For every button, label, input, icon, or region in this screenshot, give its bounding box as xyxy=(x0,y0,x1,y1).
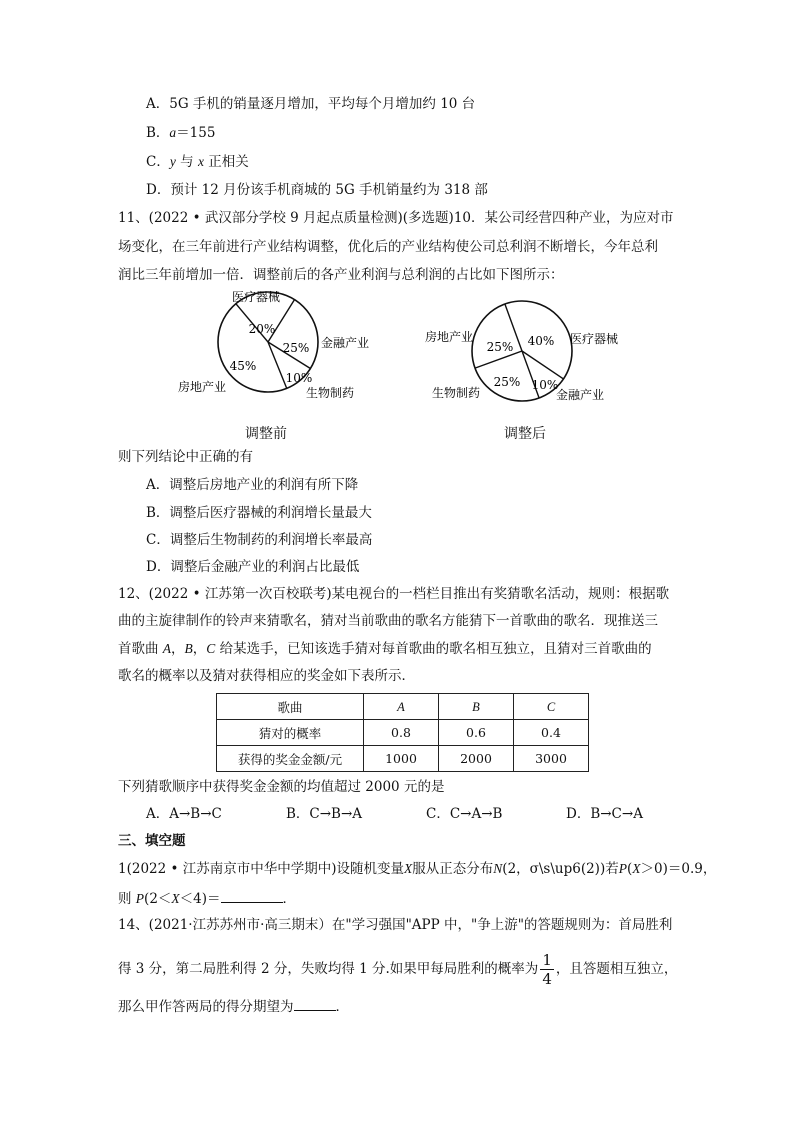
q10-option-c-rest: 正相关 xyxy=(203,154,249,170)
var-x: x xyxy=(197,154,204,169)
table-cell: 获得的奖金金额/元 xyxy=(217,746,364,772)
pie-after-caption: 调整后 xyxy=(504,426,546,442)
q14-line-2-end: ，且答题相互独立， xyxy=(555,961,678,977)
var-p-2: P xyxy=(135,891,145,906)
table-cell: 3000 xyxy=(514,746,589,772)
table-cell: 猜对的概率 xyxy=(217,720,364,746)
q12-option-c: C．C→A→B xyxy=(426,806,503,822)
q13-range-end: ＜4)＝ xyxy=(179,891,221,907)
q13-end: ． xyxy=(282,891,297,907)
pie-after-label-realestate: 房地产业 xyxy=(425,330,474,344)
q12-option-d: D．B→C→A xyxy=(566,806,643,822)
section-title: 三、填空题 xyxy=(118,833,186,849)
pie-chart-before xyxy=(178,289,369,400)
table-header-c xyxy=(514,694,589,720)
q14-line-2-start: 得 3 分，第二局胜利得 2 分，失败均得 1 分.如果甲每局胜利的概率为 xyxy=(118,961,539,977)
q11-option-c: C．调整后生物制药的利润增长率最高 xyxy=(146,532,373,548)
pie-before-value-finance: 25% xyxy=(282,341,310,355)
q12-question: 下列猜歌顺序中获得奖金金额的均值超过 2000 元的是 xyxy=(118,779,445,795)
table-header-b-text: B xyxy=(472,699,480,714)
table-header-c-text: C xyxy=(546,699,556,714)
q10-option-a: A．5G 手机的销量逐月增加，平均每个月增加约 10 台 xyxy=(146,96,476,112)
q11-option-a: A．调整后房地产业的利润有所下降 xyxy=(146,477,359,493)
var-n: N xyxy=(493,861,503,876)
var-y: y xyxy=(169,154,176,169)
q10-option-b-rest: ＝155 xyxy=(176,125,216,141)
table-cell: 0.6 xyxy=(439,720,514,746)
q13-number: 1 xyxy=(118,861,127,877)
q13-source: (2022 • 江苏南京市中华中学期中)设随机变量 xyxy=(126,861,405,877)
q14-line-1: 14、(2021·江苏苏州市·高三期末）在"学习强国"APP 中，"争上游"的答题规则为：首局胜利 xyxy=(118,917,673,933)
q11-option-b: B．调整后医疗器械的利润增长量最大 xyxy=(146,505,372,521)
table-header-a xyxy=(364,694,439,720)
q14-end: ． xyxy=(335,999,349,1015)
pie-after-label-pharma: 生物制药 xyxy=(432,386,481,400)
answer-blank-q14[interactable] xyxy=(294,996,336,1011)
q10-option-c xyxy=(146,153,249,171)
answer-blank-q13[interactable] xyxy=(221,888,283,903)
pie-charts xyxy=(0,285,794,420)
fraction-numerator: 1 xyxy=(542,951,552,969)
table-header-a-text: A xyxy=(397,699,405,714)
pie-after-slice-divider xyxy=(522,351,563,379)
q11-option-d: D．调整后金融产业的利润占比最低 xyxy=(146,559,360,575)
q12-line-3-end: 给某选手，已知该选手猜对每首歌曲的歌名相互独立，且猜对三首歌曲的 xyxy=(215,641,652,657)
q12-sep-2: ， xyxy=(192,641,207,657)
var-x-upper: X xyxy=(404,861,413,876)
q10-option-d: D．预计 12 月份该手机商城的 5G 手机销量约为 318 部 xyxy=(146,182,488,198)
var-p: P xyxy=(618,861,627,876)
q12-options xyxy=(146,805,706,823)
q14-line-3-start: 那么甲作答两局的得分期望为 xyxy=(118,999,294,1015)
song-table xyxy=(216,693,589,772)
pie-chart-after xyxy=(425,301,618,402)
q10-option-b-prefix: B． xyxy=(146,125,170,141)
q12-option-b: B．C→B→A xyxy=(286,806,363,822)
q13-prob: ＞0)＝0.9， xyxy=(640,861,717,877)
q12-sep-1: ， xyxy=(171,641,185,657)
q14-line-3 xyxy=(118,996,349,1016)
var-a: a xyxy=(169,125,177,140)
q13-text-dist: 服从正态分布 xyxy=(412,861,494,877)
q12-line-3 xyxy=(118,640,652,658)
fraction-one-quarter xyxy=(540,951,554,988)
pie-after-value-medical: 40% xyxy=(527,334,555,348)
q10-option-c-prefix: C． xyxy=(146,154,170,170)
pie-before-label-finance: 金融产业 xyxy=(321,336,370,350)
q13-line-2 xyxy=(118,888,296,908)
fraction-denominator: 4 xyxy=(542,970,552,988)
song-b: B xyxy=(184,641,193,656)
q13-then: 则 xyxy=(118,891,136,907)
q11-line-3: 润比三年前增加一倍．调整前后的各产业利润与总利润的占比如下图所示： xyxy=(118,267,564,283)
pie-before-value-realestate: 45% xyxy=(229,359,257,373)
table-row xyxy=(217,720,589,746)
q12-option-a: A．A→B→C xyxy=(146,806,222,822)
pie-before-value-pharma: 10% xyxy=(285,371,313,385)
song-c: C xyxy=(206,641,216,656)
table-cell: 0.4 xyxy=(514,720,589,746)
q10-option-b xyxy=(146,124,215,142)
q11-line-1: 11、(2022 • 武汉部分学校 9 月起点质量检测)(多选题)10．某公司经营四种产业，为应对市 xyxy=(118,210,674,226)
table-cell: 1000 xyxy=(364,746,439,772)
q13-paren: ( xyxy=(626,861,633,877)
q14-line-2 xyxy=(118,950,677,988)
q12-line-4: 歌名的概率以及猜对获得相应的奖金如下表所示． xyxy=(118,668,415,684)
pie-after-label-finance: 金融产业 xyxy=(556,388,605,402)
pie-after-value-finance: 10% xyxy=(531,378,559,392)
table-header-row xyxy=(217,694,589,720)
q12-line-1: 12、(2022 • 江苏第一次百校联考)某电视台的一档栏目推出有奖猜歌名活动，规则：根据歌 xyxy=(118,586,670,602)
q13-range-start: (2＜ xyxy=(144,891,172,907)
q12-line-2: 曲的主旋律制作的铃声来猜歌名，猜对当前歌曲的歌名方能猜下一首歌曲的歌名．现推送三 xyxy=(118,613,658,629)
q13-params: (2，σ\s\up6(2))若 xyxy=(502,861,619,877)
pie-after-value-pharma: 25% xyxy=(493,375,521,389)
pie-after-label-medical: 医疗器械 xyxy=(570,332,619,346)
song-a: A xyxy=(162,641,172,656)
pie-before-label-pharma: 生物制药 xyxy=(306,386,355,400)
table-cell: 2000 xyxy=(439,746,514,772)
table-cell: 0.8 xyxy=(364,720,439,746)
table-row xyxy=(217,746,589,772)
pie-before-label-realestate: 房地产业 xyxy=(178,380,227,394)
pie-before-caption: 调整前 xyxy=(245,426,287,442)
q11-question: 则下列结论中正确的有 xyxy=(118,449,253,465)
pie-after-value-realestate: 25% xyxy=(486,340,514,354)
q11-line-2: 场变化，在三年前进行产业结构调整，优化后的产业结构使公司总利润不断增长，今年总利 xyxy=(118,239,658,255)
var-x-upper-3: X xyxy=(171,891,180,906)
pie-before-value-medical: 20% xyxy=(248,322,276,336)
var-x-upper-2: X xyxy=(632,861,641,876)
table-header-b xyxy=(439,694,514,720)
q10-option-c-mid: 与 xyxy=(175,154,198,170)
table-header-song: 歌曲 xyxy=(217,694,364,720)
q12-line-3-start: 首歌曲 xyxy=(118,641,163,657)
pie-before-label-medical: 医疗器械 xyxy=(232,290,281,304)
q13-line-1 xyxy=(118,860,716,878)
